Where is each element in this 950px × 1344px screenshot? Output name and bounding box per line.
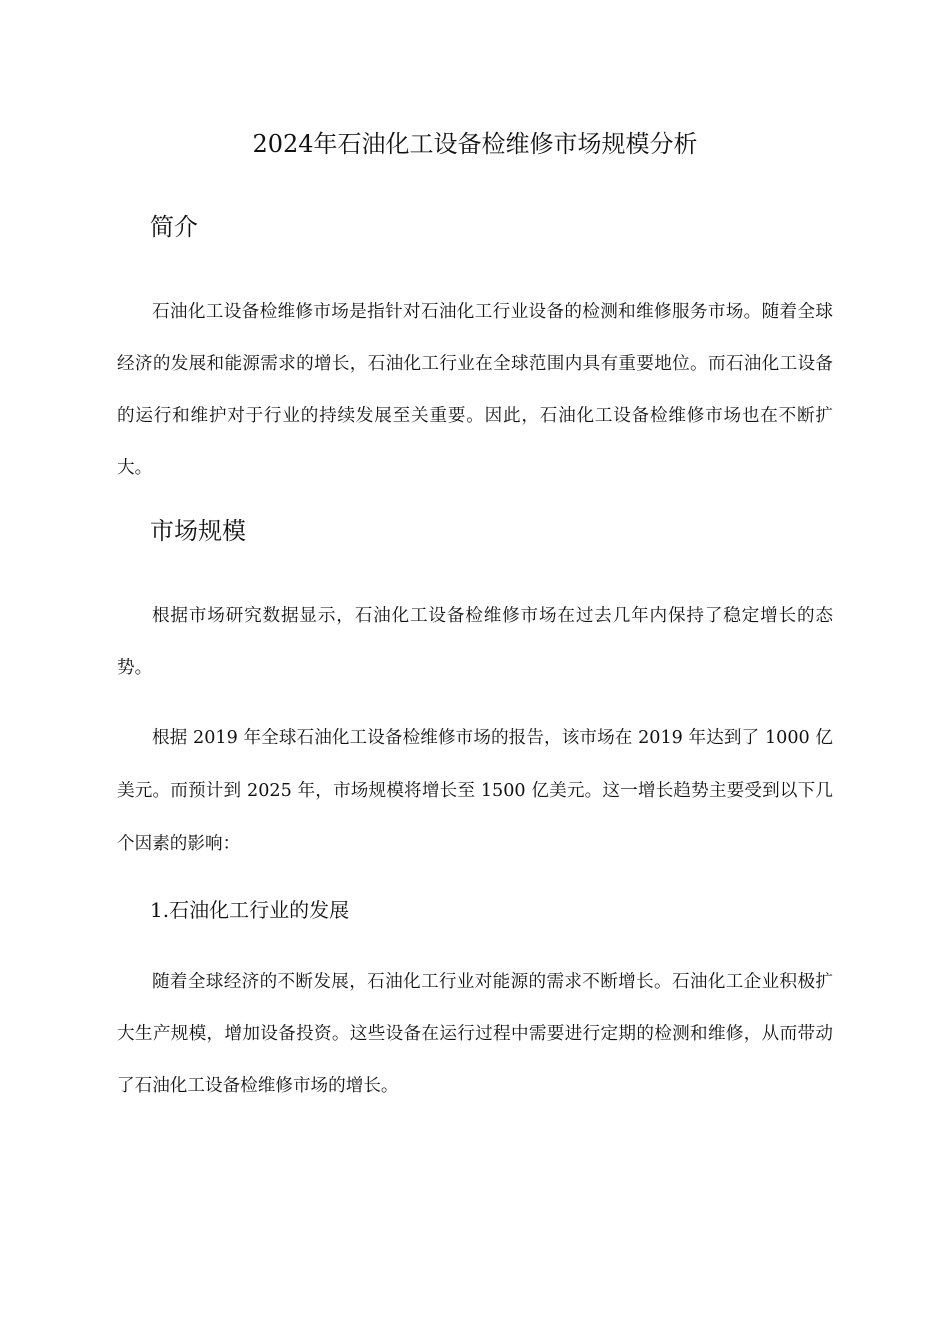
subsection-heading-industry-development: 1.石油化工行业的发展	[150, 898, 350, 922]
section-heading-intro: 简介	[150, 213, 198, 241]
market-size-paragraph-2: 根据 2019 年全球石油化工设备检维修市场的报告，该市场在 2019 年达到了 1000 亿美元。而预计到 2025 年，市场规模将增长至 1500 亿美元。这一增长趋势主要受到以下几个因素的影响：	[117, 728, 833, 854]
document-title: 2024年石油化工设备检维修市场规模分析	[252, 130, 698, 158]
market-size-paragraph-1: 根据市场研究数据显示，石油化工设备检维修市场在过去几年内保持了稳定增长的态势。	[117, 606, 833, 678]
intro-paragraph: 石油化工设备检维修市场是指针对石油化工行业设备的检测和维修服务市场。随着全球经济的发展和能源需求的增长，石油化工行业在全球范围内具有重要地位。而石油化工设备的运行和维护对于行业的持续发展至关重要。因此，石油化工设备检维修市场也在不断扩大。	[117, 302, 833, 478]
industry-development-paragraph: 随着全球经济的不断发展，石油化工行业对能源的需求不断增长。石油化工企业积极扩大生产规模，增加设备投资。这些设备在运行过程中需要进行定期的检测和维修，从而带动了石油化工设备检维修市场的增长。	[117, 972, 833, 1096]
section-heading-market-size: 市场规模	[150, 517, 246, 545]
